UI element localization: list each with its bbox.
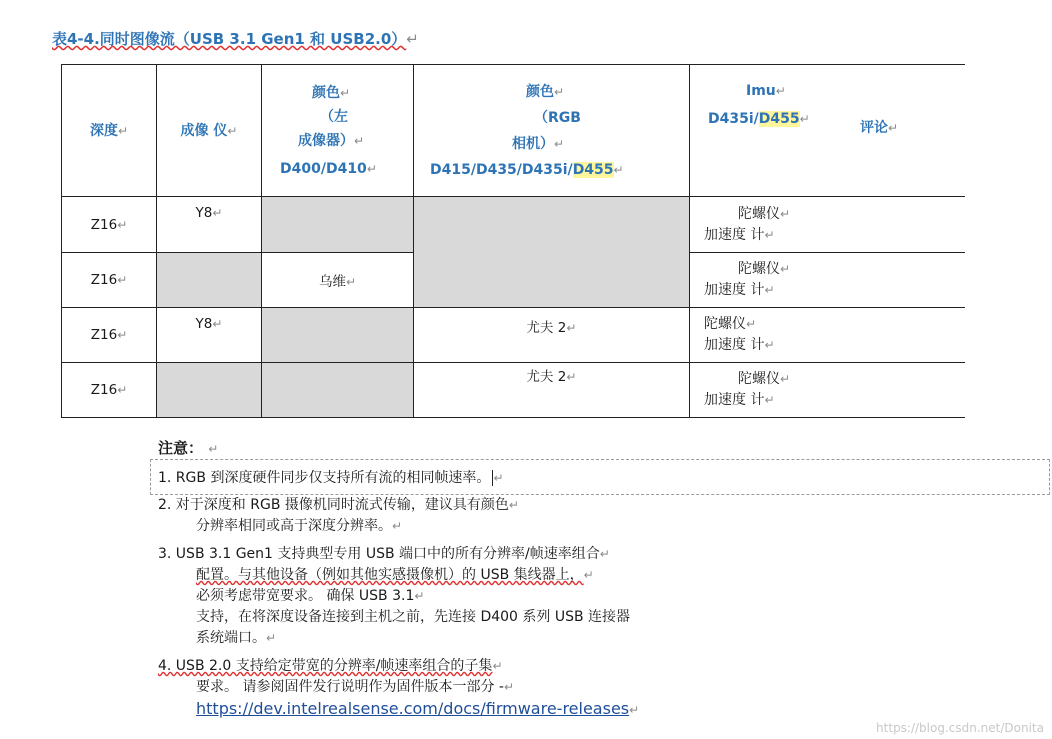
watermark: https://blog.csdn.net/Donita — [876, 721, 1044, 735]
notes-section — [158, 438, 640, 718]
cell-color-left — [262, 363, 414, 418]
notes-title: 注意： ↵ — [158, 439, 219, 457]
header-color-rgb: 颜色↵ （RGB 相机）↵ D415/D435/D435i/D455↵ — [414, 65, 690, 197]
header-imager: 成像 仪↵ — [157, 65, 262, 197]
cell-depth: Z16↵ — [62, 308, 157, 363]
header-imu-comment: Imu↵ D435i/D455↵ 评论↵ — [690, 65, 965, 197]
cell-imu: 陀螺仪↵ 加速度 计↵ — [690, 363, 965, 418]
cell-depth: Z16↵ — [62, 253, 157, 308]
cell-depth: Z16↵ — [62, 363, 157, 418]
table-header-row — [62, 65, 965, 197]
cell-color-left — [262, 197, 414, 253]
table-caption — [52, 28, 419, 49]
table-row — [62, 308, 965, 363]
cell-imu: 陀螺仪↵ 加速度 计↵ — [690, 308, 965, 363]
note-4: 4. USB 2.0 支持给定带宽的分辨率/帧速率组合的子集↵ 要求。 请参阅固件发行说明作为固件版本一部分 -↵ https://dev.intelrealsense.com/docs/firmware-releases↵ — [158, 658, 640, 718]
caption-text: 表4-4.同时图像流（USB 3.1 Gen1 和 USB2.0） — [52, 30, 407, 48]
cell-imager — [157, 363, 262, 418]
stream-table — [61, 64, 965, 418]
paragraph-mark: ↵ — [406, 30, 419, 48]
cell-imager — [157, 253, 262, 308]
cell-imager: Y8↵ — [157, 308, 262, 363]
cell-color-rgb: 尤夫 2↵ — [414, 363, 690, 418]
cell-depth: Z16↵ — [62, 197, 157, 253]
cell-color-rgb: 尤夫 2↵ — [414, 308, 690, 363]
note-2: 2. 对于深度和 RGB 摄像机同时流式传输，建议具有颜色↵ 分辨率相同或高于深度分辨率。↵ — [158, 497, 519, 534]
cell-imu: 陀螺仪↵ 加速度 计↵ — [690, 197, 965, 253]
note-1[interactable]: 1. RGB 到深度硬件同步仅支持所有流的相同帧速率。 ↵ — [158, 470, 504, 486]
cell-imu: 陀螺仪↵ 加速度 计↵ — [690, 253, 965, 308]
firmware-releases-link[interactable]: https://dev.intelrealsense.com/docs/firmware-releases — [196, 699, 630, 718]
header-color-left: 颜色↵ （左 成像器）↵ D400/D410↵ — [262, 65, 414, 197]
header-depth: 深度↵ — [62, 65, 157, 197]
header-comment: 评论↵ — [860, 120, 899, 136]
cell-color-left — [262, 308, 414, 363]
table-row — [62, 363, 965, 418]
note-3: 3. USB 3.1 Gen1 支持典型专用 USB 端口中的所有分辨率/帧速率组合↵ 配置。与其他设备（例如其他实感摄像机）的 USB 集线器上，↵ 必须考虑带宽要求。 确保 USB 3.1↵ 支持，在将深度设备连接到主机之前，先连接 D400 系列 USB 连接器 系统端口。↵ — [158, 546, 631, 646]
cell-color-rgb — [414, 197, 690, 308]
table-row — [62, 197, 965, 253]
cell-imager: Y8↵ — [157, 197, 262, 253]
cell-color-left: 乌维↵ — [262, 253, 414, 308]
